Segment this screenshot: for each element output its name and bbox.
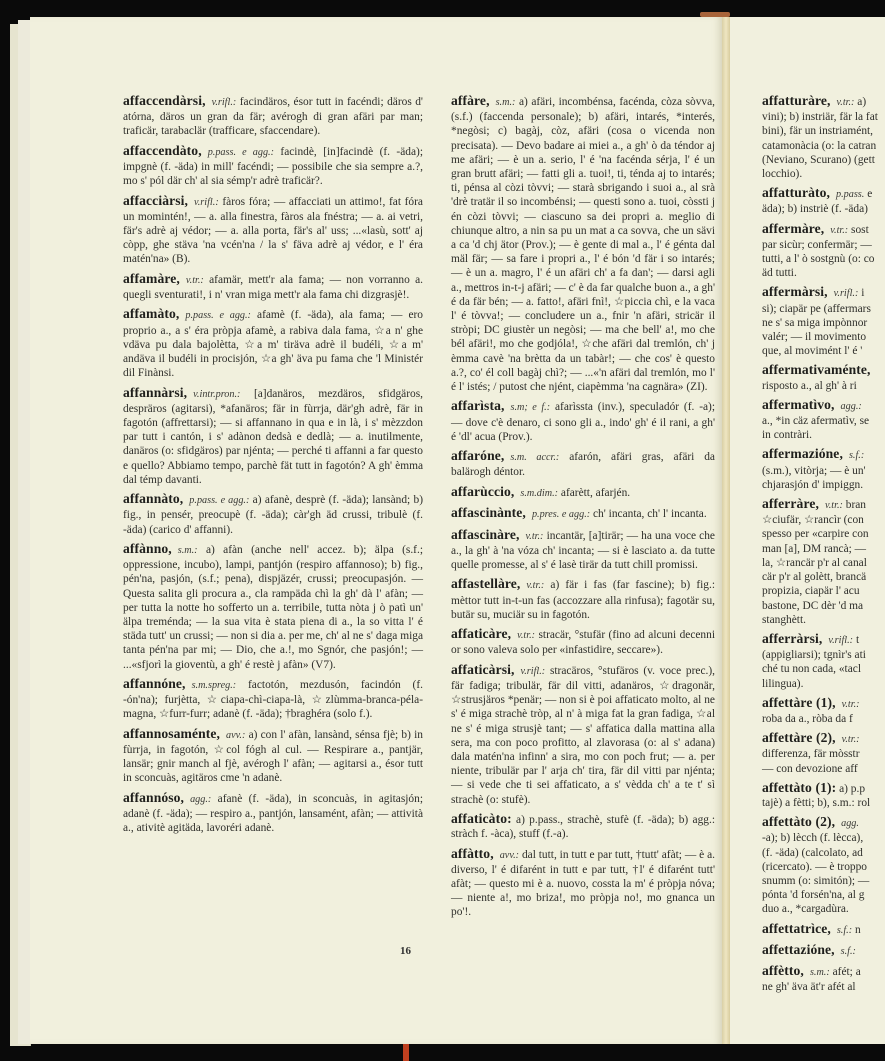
text-line bbox=[762, 542, 885, 556]
definition: (f. -äda) (calcolato, ad bbox=[762, 846, 863, 859]
grammar-label: v.rifl.: bbox=[833, 288, 859, 300]
definition: vini); b) instriär, fär la fat bbox=[762, 111, 878, 124]
headword: affettàre (1), bbox=[762, 694, 836, 710]
dictionary-entry bbox=[123, 272, 423, 302]
headword: affaccendàto, bbox=[123, 142, 202, 158]
dictionary-entry bbox=[762, 285, 885, 301]
grammar-label: agg.: bbox=[840, 400, 862, 412]
dictionary-entry bbox=[762, 943, 885, 959]
grammar-label: p.pass. e agg.: bbox=[189, 495, 250, 507]
definition: si); ciapär pe (affermars bbox=[762, 302, 871, 315]
definition: afét; a bbox=[832, 965, 861, 978]
grammar-label: v.rifl.: bbox=[828, 634, 854, 646]
grammar-label: v.rifl.: bbox=[194, 196, 219, 208]
headword: affarìsta, bbox=[451, 398, 505, 414]
headword: affatturàto, bbox=[762, 185, 831, 201]
definition: a., *in cäz afermatìv, se bbox=[762, 415, 870, 428]
definition: cär p'r al golètt, brancä bbox=[762, 571, 867, 584]
headword: affannàto, bbox=[123, 491, 184, 507]
headword: affaticàrsi, bbox=[451, 661, 515, 677]
grammar-label: v.rifl.: bbox=[211, 97, 237, 108]
grammar-label: p.pass. e agg.: bbox=[185, 310, 251, 322]
dictionary-entry bbox=[451, 577, 715, 622]
definition: a) p.p bbox=[839, 782, 866, 795]
dictionary-entry bbox=[762, 922, 885, 938]
dictionary-entry bbox=[451, 663, 715, 807]
definition: incantär, [a]tirär; — ha una voce che a., la gh' à 'na vóza ch' incanta; — si è lasciato a. da tutte quelle promesse, al s' é lasè tirär da tutt chill promissi. bbox=[451, 529, 715, 572]
definition: factotón, mezdusón, facindón (f. -ón'na); furjètta, ☆ciapa-chì-ciapa-là, ☆zlùmma-branca-péla-magna, ☆furr-furr; adanè (f. -äda); †braghéra (solo f.). bbox=[123, 679, 423, 721]
definition: afarètt, afarjén. bbox=[560, 486, 631, 499]
text-line bbox=[762, 110, 885, 124]
text-line bbox=[762, 139, 885, 153]
definition: afarón, afäri gras, afäri da balärogh déntor. bbox=[451, 451, 715, 479]
definition: t bbox=[855, 633, 860, 646]
dictionary-entry bbox=[762, 964, 885, 980]
grammar-label: v.intr.pron.: bbox=[193, 388, 241, 400]
definition: a) p.pass., strachè, stufè (f. -äda); b) agg.: stràch f. -àca), stuff (f.-a). bbox=[451, 814, 715, 841]
text-line bbox=[762, 252, 885, 266]
grammar-label: s.f.: bbox=[840, 945, 856, 957]
text-line bbox=[762, 428, 885, 442]
grammar-label: v.tr.: bbox=[830, 224, 849, 236]
definition: ☆ciufär, ☆rancìr (con bbox=[762, 514, 864, 527]
text-line bbox=[762, 860, 885, 874]
text-line bbox=[762, 613, 885, 627]
grammar-label: v.tr.: bbox=[824, 500, 843, 512]
dictionary-entry bbox=[762, 696, 885, 712]
definition: afanè (f. -äda), in sconcuàs, in agitasjón; adanè (f. -äda); — respiro a., pantjón, lansamént, afàn; — attività a., ativitè agitäda, lavoréri adanè. bbox=[123, 792, 423, 835]
dictionary-entry bbox=[123, 194, 423, 267]
headword: affettatrìce, bbox=[762, 920, 831, 936]
definition: a) afàn (anche nell' accez. b); älpa (s.f.; oppressione, incubo), lampi, pantjón (respiro affannoso); b) fig., pén'na, pasjón, (s.f.; pena), dispjäzér, crussi; preocupasjón. — Questa salita gli procura a., cla rampäda chì la gh' dà l' afàn; — per tutta la notte ho sofferto un a. terribile, tutta nòta j ò patì un' älpa treménda; — la sua vita è stata piena di a., la so vitta l' é städa tutt' un crussi; — non si dia a. per me, ch' al ne s' daga miga tanta pén'na par mi; — Dio, che a.!, mo Sgnór, che pasjón!; — ...«sfjorì la gioventù, a gh' é restè j afàn» (V7). bbox=[123, 544, 423, 671]
grammar-label: p.pass. e agg.: bbox=[207, 146, 274, 158]
dictionary-entry bbox=[123, 144, 423, 189]
headword: affettàto (2), bbox=[762, 814, 836, 830]
headword: afferràre, bbox=[762, 496, 819, 512]
definition: dal tutt, in tutt e par tutt, †tutt' afàt; — è a. diverso, l' é difarént in tutt e par tutt, †l' é difarént tutt' afàt; — questo mi è a. nuovo, cossta la m' é pròpja nóva; — niente a!, mo briza!, mo pròpja no!, mo gnanca un po'!. bbox=[451, 848, 715, 919]
dictionary-entry bbox=[451, 449, 715, 479]
text-line bbox=[762, 344, 885, 358]
definition: differenza, fär mòsstr bbox=[762, 748, 860, 761]
grammar-label: agg.: bbox=[190, 793, 212, 805]
grammar-label: v.tr.: bbox=[526, 580, 545, 592]
grammar-label: s.m; e f.: bbox=[510, 402, 551, 414]
dictionary-entry bbox=[762, 222, 885, 238]
dictionary-entry bbox=[762, 186, 885, 202]
text-line bbox=[762, 153, 885, 167]
dictionary-entry bbox=[123, 307, 423, 380]
dictionary-entry bbox=[123, 492, 423, 537]
grammar-label: v.tr.: bbox=[517, 630, 536, 642]
page-number: 16 bbox=[400, 945, 411, 957]
definition: a) afanè, desprè (f. -äda); lansànd; b) fig., in pensér, preocupè (f. -äda); càr'gh äd crussi, tribulè (f. -äda) (carico d' affanni). bbox=[123, 494, 424, 536]
definition: snumm (o: simitón); — bbox=[762, 874, 870, 887]
definition: par sicùr; confermär; — bbox=[762, 238, 872, 251]
definition: que, al movimént l' é ' bbox=[762, 345, 863, 358]
definition: chjarasjón d' impiggn. bbox=[762, 478, 864, 491]
grammar-label: s.m.: bbox=[177, 545, 198, 556]
definition: locchio). bbox=[762, 168, 803, 181]
definition: bran bbox=[845, 499, 866, 512]
definition: in contràri. bbox=[762, 429, 812, 442]
definition: afamè (f. -äda), ala fama; — ero proprio a., a s' éra pròpja afamè, a rabiva dala fama, ☆a n' ghe vdäva pu dala bajolètta, ☆a m' tiräva adrè il budéli, ☆a m' andäva il budéli in procisjón, ☆a gh' äva pu fama che 'l Ministér dil Finànsi. bbox=[123, 309, 423, 380]
headword: affettàre (2), bbox=[762, 730, 836, 746]
text-line bbox=[762, 874, 885, 888]
grammar-label: s.m.: bbox=[495, 97, 516, 108]
headword: afferràrsi, bbox=[762, 630, 823, 646]
headword: affastellàre, bbox=[451, 576, 521, 592]
text-line bbox=[762, 584, 885, 598]
text-line bbox=[762, 379, 885, 393]
headword: affàre, bbox=[451, 93, 490, 108]
definition: (appigliarsi); tgnìr's ati bbox=[762, 649, 866, 662]
text-line bbox=[762, 980, 885, 994]
grammar-label: avv.: bbox=[226, 729, 246, 741]
dictionary-entry bbox=[123, 727, 423, 786]
definition: lilingua). bbox=[762, 677, 804, 690]
headword: affatturàre, bbox=[762, 93, 831, 108]
grammar-label: s.m. accr.: bbox=[510, 452, 560, 464]
definition: duo a., *cargadùra. bbox=[762, 903, 849, 916]
dictionary-entry bbox=[451, 812, 715, 841]
text-line bbox=[762, 527, 885, 541]
text-line bbox=[762, 796, 885, 810]
dictionary-entry bbox=[762, 632, 885, 648]
definition: bastone, DC dèr 'd ma bbox=[762, 599, 864, 612]
headword: affacciàrsi, bbox=[123, 192, 188, 208]
grammar-label: s.f.: bbox=[848, 450, 865, 462]
text-line bbox=[762, 266, 885, 280]
text-line bbox=[762, 124, 885, 138]
dictionary-entry bbox=[762, 363, 885, 378]
definition: facindè, [in]facindè (f. -äda); impgnè (f. -äda) in mill' facéndi; — possibile che sia sempre a.?, mo s' pól där ch' al sia sémp'r adrè traficär?. bbox=[123, 145, 423, 188]
definition: roba da a., ròba da f bbox=[762, 712, 853, 725]
text-line bbox=[762, 662, 885, 676]
headword: affermàre, bbox=[762, 220, 825, 236]
column-right-partial bbox=[762, 94, 885, 994]
headword: affannosaménte, bbox=[123, 725, 221, 741]
dictionary-entry bbox=[762, 94, 885, 110]
headword: affànno, bbox=[123, 541, 172, 556]
dictionary-entry bbox=[123, 677, 423, 722]
definition: a) fär i fas (far fascine); b) fig.: mèttor tutt in-t-un fas (accozzare alla rinfusa); fagotär su, butär su, muciär su in fagotón. bbox=[451, 579, 715, 621]
definition: ch' incanta, ch' l' incanta. bbox=[593, 508, 707, 521]
headword: affannóso, bbox=[123, 789, 185, 805]
dictionary-entry bbox=[123, 94, 423, 139]
headword: affamàre, bbox=[123, 270, 180, 286]
definition: i bbox=[861, 287, 865, 300]
definition: a) afäri, incombénsa, facénda, còza sòvva, (s.f.) (faccenda personale); b) afäri, intarés, *interés, *negòsi; c) bagàj, còz, afäri (cosa o vicenda non precisata). — Devo badare ai miei a., a gh' ò da téndor aj me afäri; — è un a. serio, l' é 'na facénda sérja, l' é un gran brutt afäri; — fatti gli a. tuoi!, ti, ténda aj to intarés; ti, pénsa al còzi tòvvi; — starà sbrigando i suoi a., al srà 'drè tratär il so incombénsi; — questi sono a. tuoi, còssti j én còzi tòvvi; — ciascuno sa dei propri a. meglio di chiunque altro, a nin sa pu un mat a ca sovva, che un sävi a ca 'd chj ätor (Prov.); — è gente di mal a., l' é génta dal mäl fär; — sa fare i propri a., l' é bón 'd fär i so intarés; — è un a. magro, l' é un afäri ch' a fa dan'; — darsi agli a., mettros in-t-j afäri; — c' è da far qualche buon a., a gh' é da fär bén; — a. fatto!, afäri fnì!, ☆piccia chì, e la vaca l' é tòvva!; — concludere un a., fnir 'n afäri, stricär il stròpi; DC giustèr un negòsi; — ma che bell' a!, mo che bél afäri!, mo che godjóla!, ☆che afäri dal tremlón, ch' j èmma cavè 'na brètta da un tabàr!; — che cos' è questo a.?, co' él coll bagàj chì?; — ...«'n afäri dal tremlón, mo l' é l' istés; / putost che njént, ciapèmma 'na cagnära» (ZI). bbox=[451, 96, 715, 394]
grammar-label: v.tr.: bbox=[525, 530, 544, 542]
text-line bbox=[762, 831, 885, 845]
text-line bbox=[762, 414, 885, 428]
grammar-label: s.m.dim.: bbox=[520, 487, 559, 499]
grammar-label: s.m.spreg.: bbox=[191, 680, 237, 692]
text-line bbox=[762, 712, 885, 726]
definition: tutti, a l' ò sostgnù (o: co bbox=[762, 253, 875, 266]
headword: affàtto, bbox=[451, 845, 494, 861]
headword: affannóne, bbox=[123, 676, 186, 692]
definition: tajè) a fètti; b), s.m.: rol bbox=[762, 796, 871, 809]
dictionary-entry bbox=[123, 542, 423, 672]
dictionary-entry bbox=[762, 447, 885, 463]
definition: valér; — il movimento bbox=[762, 331, 867, 344]
definition: stracäros, °stufäros (v. voce prec.), fär fadiga; tribulär, fär dil vitti, adanäros, ☆dragonär, ☆strusjäros *penär; — non si è poi affaticato molto, al ne s' é miga strachè tròp, al n' à miga fat la gran fadiga, ☆al ne s' é miga strusjè tant; — s' affatica dalla mattina alla sera, ma con poco profitto, al zlavorasa (o: al s' adana) dala matén'na infinn' a sira, mo con poch frut; — a. per niente, tribulär par l' arja ch' tira, fär dil vitti par njénta; — si vede che ti sei affaticato, a s' vèdda ch' a te t' sì strachè (o: stufè). bbox=[451, 664, 715, 806]
definition: stanghètt. bbox=[762, 613, 806, 626]
headword: affaticàre, bbox=[451, 626, 512, 642]
definition: -a); b) lècch (f. lècca), bbox=[762, 832, 864, 845]
text-line bbox=[762, 846, 885, 860]
text-line bbox=[762, 599, 885, 613]
definition: ché tu non cada, «tacl bbox=[762, 663, 861, 676]
bookmark-ribbon bbox=[403, 1044, 409, 1061]
definition: facindäros, ésor tutt in facéndi; däros d' atórna, däros un gran da fär; avérogh di gran afäri par man; traficär, tarabaclär (trafficare, sfaccendare). bbox=[123, 96, 423, 138]
definition: pónta 'd forsén'na, al g bbox=[762, 889, 865, 902]
definition: [a]danäros, mezdäros, sfidgäros, despräros (agitarsi), *afanäros; fär in fùrrja, där'gh adrè, fär in fagotón (affrettarsi); — si affannano in qua e in là, i s' mèzzdon par tutt i cantón, i s' adànon dedsà e dedlà; — a. inutilmente, danäros (o: sfidgäros) par njénta; — perché ti affanni a far questo e quello? Abbiamo tempo, parchè fät tutt in fagotón? A gh' èmma dal témp davanti. bbox=[123, 387, 423, 486]
dictionary-entry bbox=[451, 399, 715, 444]
text-line bbox=[762, 902, 885, 916]
dictionary-entry bbox=[451, 528, 715, 573]
definition: catamonàcia (o: la catran bbox=[762, 139, 877, 152]
definition: bini), fär un instriamént, bbox=[762, 125, 874, 138]
definition: (s.m.), vitòrja; — è un' bbox=[762, 464, 866, 477]
dictionary-entry bbox=[451, 506, 715, 522]
dictionary-entry bbox=[762, 398, 885, 414]
definition: a) con l' afàn, lansànd, sénsa fjè; b) in fùrrja, in fagotón, ☆col fógh al cul. — Respirare a., pantjär, lansär; gnir manch al fjè, avérogh l' afàn; — agitarsi a., ésor tutt in sconcuàs, agitäros cme 'n adanè. bbox=[123, 728, 423, 785]
text-line bbox=[762, 762, 885, 776]
dictionary-entry bbox=[123, 386, 423, 487]
book-gutter bbox=[722, 17, 730, 1044]
text-line bbox=[762, 167, 885, 181]
definition: äda); b) instriè (f. -äda) bbox=[762, 203, 868, 216]
headword: affamàto, bbox=[123, 306, 180, 322]
definition: e bbox=[867, 188, 873, 201]
headword: affermativaménte, bbox=[762, 362, 871, 378]
definition: risposto a., al gh' à ri bbox=[762, 379, 857, 392]
headword: affaticàto: bbox=[451, 811, 512, 827]
text-line bbox=[762, 677, 885, 691]
definition: la, ☆rancär p'r al canal bbox=[762, 556, 867, 569]
definition: sost bbox=[851, 223, 869, 236]
definition: n bbox=[854, 923, 861, 936]
headword: affermazióne, bbox=[762, 446, 843, 462]
text-line bbox=[762, 570, 885, 584]
headword: affaróne, bbox=[451, 448, 505, 464]
headword: affarùccio, bbox=[451, 483, 515, 499]
grammar-label: avv.: bbox=[499, 849, 520, 861]
text-line bbox=[762, 238, 885, 252]
definition: äd tutti. bbox=[762, 267, 797, 280]
text-line bbox=[762, 202, 885, 216]
dictionary-entry bbox=[762, 781, 885, 796]
grammar-label: p.pres. e agg.: bbox=[531, 509, 591, 521]
dictionary-entry bbox=[762, 815, 885, 831]
grammar-label: v.rifl.: bbox=[520, 665, 546, 677]
text-line bbox=[762, 330, 885, 344]
definition: fàros fóra; — affacciati un attimo!, fat fóra un momintén!, — a. alla finestra, fàros ala fnéstra; — a. ai vetri, fär's adrè aj védor; — a. alla porta, fär's al' uss; ...«lasù, sott' aj còpp, ghe stäva 'na vcén'na / la s' fäva adrè aj védor, e l' éra matén'na» (B). bbox=[123, 195, 423, 266]
text-line bbox=[762, 513, 885, 527]
grammar-label: v.tr.: bbox=[185, 274, 204, 286]
headword: affaccendàrsi, bbox=[123, 93, 206, 108]
dictionary-entry bbox=[451, 94, 715, 394]
definition: (ricercato). — è troppo bbox=[762, 860, 867, 873]
dictionary-entry bbox=[451, 627, 715, 657]
definition: stracär, °stufär (fino ad alcuni decenni or sono valeva solo per «infastidire, seccare»). bbox=[451, 629, 715, 657]
dictionary-entry bbox=[451, 847, 715, 920]
headword: affètto, bbox=[762, 962, 804, 978]
text-line bbox=[762, 747, 885, 761]
text-line bbox=[762, 316, 885, 330]
text-line bbox=[762, 556, 885, 570]
text-line bbox=[762, 648, 885, 662]
definition: ne s' sa miga impònnor bbox=[762, 316, 868, 329]
definition: propizia, ciapär l' acu bbox=[762, 585, 860, 598]
headword: affascinàre, bbox=[451, 526, 520, 542]
column-left bbox=[123, 94, 423, 841]
dictionary-entry bbox=[762, 731, 885, 747]
grammar-label: agg. bbox=[841, 818, 859, 830]
dictionary-entry bbox=[451, 485, 715, 501]
headword: affermàrsi, bbox=[762, 284, 828, 300]
grammar-label: p.pass. bbox=[836, 189, 865, 201]
headword: affermatìvo, bbox=[762, 396, 835, 412]
dictionary-entry bbox=[762, 497, 885, 513]
definition: afarìssta (inv.), speculadór (f. -a); — dove c'è denaro, ci sono gli a., indo' gh' é il rani, a gh' é 'dl' acua (Prov.). bbox=[451, 401, 716, 443]
definition: (Neviano, Scurano) (gett bbox=[762, 153, 875, 166]
definition: spesso per «carpire con bbox=[762, 528, 869, 541]
text-line bbox=[762, 478, 885, 492]
headword: affettàto (1): bbox=[762, 779, 837, 795]
text-line bbox=[762, 464, 885, 478]
headword: affettazióne, bbox=[762, 941, 835, 957]
grammar-label: v.tr.: bbox=[836, 97, 855, 108]
definition: — con devozione aff bbox=[762, 762, 858, 775]
definition: ne gh' äva ät'r afét al bbox=[762, 981, 856, 994]
text-line bbox=[762, 302, 885, 316]
grammar-label: v.tr.: bbox=[841, 734, 860, 746]
grammar-label: s.f.: bbox=[836, 924, 853, 936]
headword: affannàrsi, bbox=[123, 384, 188, 400]
definition: afamär, mett'r ala fama; — non vorranno a. quegli sventurati!, i n' vran miga mett'r ala fama chi dizgrasjè!. bbox=[123, 273, 423, 301]
dictionary-entry bbox=[123, 791, 423, 836]
text-line bbox=[762, 888, 885, 902]
grammar-label: v.tr.: bbox=[841, 698, 860, 710]
headword: affascinànte, bbox=[451, 505, 526, 521]
definition: a) bbox=[857, 96, 867, 108]
grammar-label: s.m.: bbox=[809, 966, 830, 978]
definition: man [a], DM rancà; — bbox=[762, 542, 867, 555]
column-middle bbox=[451, 94, 715, 925]
